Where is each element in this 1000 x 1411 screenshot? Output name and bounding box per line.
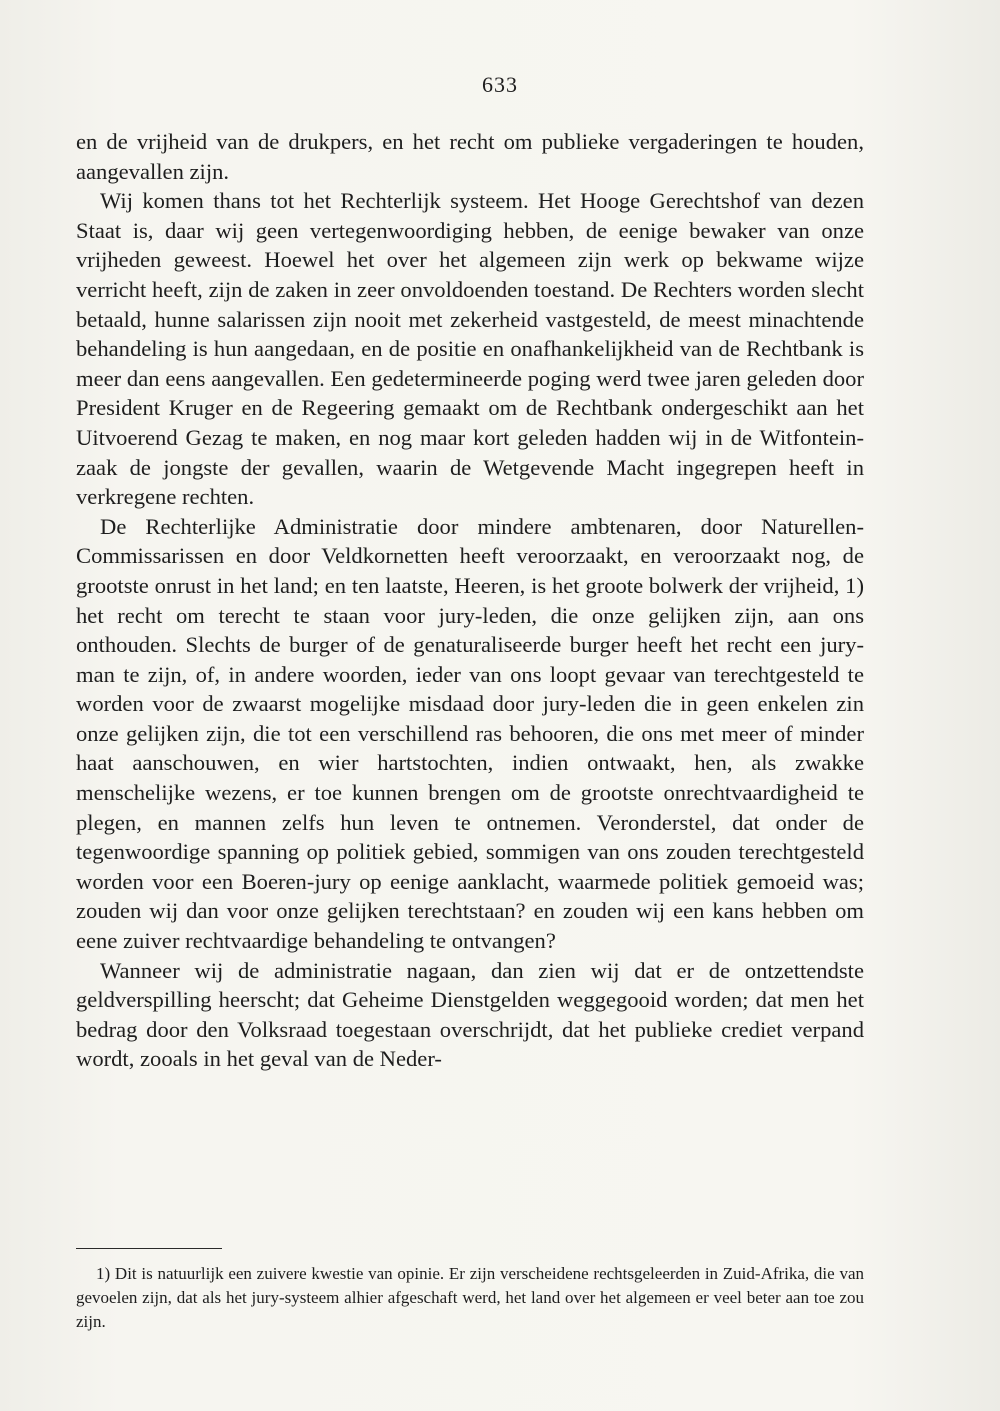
footnote-divider [76,1248,222,1249]
paragraph: De Rechterlijke Administratie door mindere ambtenaren, door Naturellen-Commissarissen en door Veldkornetten heeft veroorzaakt, en veroorzaakt nog, de grootste onrust in het land; en ten laatste, Heeren, is het groote bolwerk der vrijheid, 1) het recht om terecht te staan voor jury-leden, die onze gelijken zijn, aan ons onthouden. Slechts de burger of de genaturaliseerde burger heeft het recht een jury-man te zijn, of, in andere woorden, ieder van ons loopt gevaar van terechtgesteld te worden voor de zwaarst mogelijke misdaad door jury-leden die in geen enkelen zin onze gelijken zijn, die tot een verschillend ras behooren, die ons met meer of minder haat aanschouwen, en wier hartstochten, indien ontwaakt, hen, als zwakke menschelijke wezens, er toe kunnen brengen om de grootste onrechtvaardigheid te plegen, en mannen zelfs hun leven te ontnemen. Veronderstel, dat onder de tegenwoordige spanning op politiek gebied, sommigen van ons zouden terechtgesteld worden voor een Boeren-jury op eenige aanklacht, waarmede politiek gemoeid was; zouden wij dan voor onze gelijken terechtstaan? en zouden wij een kans hebben om eene zuiver rechtvaardige behandeling te ontvangen? [76,513,864,954]
body-text [76,127,864,1074]
paragraph: en de vrijheid van de drukpers, en het recht om publieke vergaderingen te houden, aangevallen zijn. [76,129,864,184]
paragraph: Wij komen thans tot het Rechterlijk systeem. Het Hooge Gerechtshof van dezen Staat is, daar wij geen vertegenwoordiging hebben, de eenige bewaker van onze vrijheden geweest. Hoewel het over het algemeen zijn werk op bekwame wijze verricht heeft, zijn de zaken in zeer onvoldoenden toestand. De Rechters worden slecht betaald, hunne salarissen zijn nooit met zekerheid vastgesteld, de meest minachtende behandeling is hun aangedaan, en de positie en onafhankelijkheid van de Rechtbank is meer dan eens aangevallen. Een gedetermineerde poging werd twee jaren geleden door President Kruger en de Regeering gemaakt om de Rechtbank ondergeschikt aan het Uitvoerend Gezag te maken, en nog maar kort geleden hadden wij in de Witfontein-zaak de jongste der gevallen, waarin de Wetgevende Macht ingegrepen heeft in verkregene rechten. [76,188,864,510]
page-number: 633 [482,72,518,97]
paragraph: Wanneer wij de administratie nagaan, dan zien wij dat er de ontzettendste geldverspilling heerscht; dat Geheime Dienstgelden weggegooid worden; dat men het bedrag door den Volksraad toegestaan overschrijdt, dat het publieke crediet verpand wordt, zooals in het geval van de Neder- [76,957,864,1072]
footnote-text: 1) Dit is natuurlijk een zuivere kwestie van opinie. Er zijn verscheidene rechtsgeleerden in Zuid-Afrika, die van gevoelen zijn, dat als het jury-systeem alhier afgeschaft werd, het land over het algemeen er veel beter aan toe zou zijn. [76,1264,864,1331]
footnote [76,1262,864,1334]
